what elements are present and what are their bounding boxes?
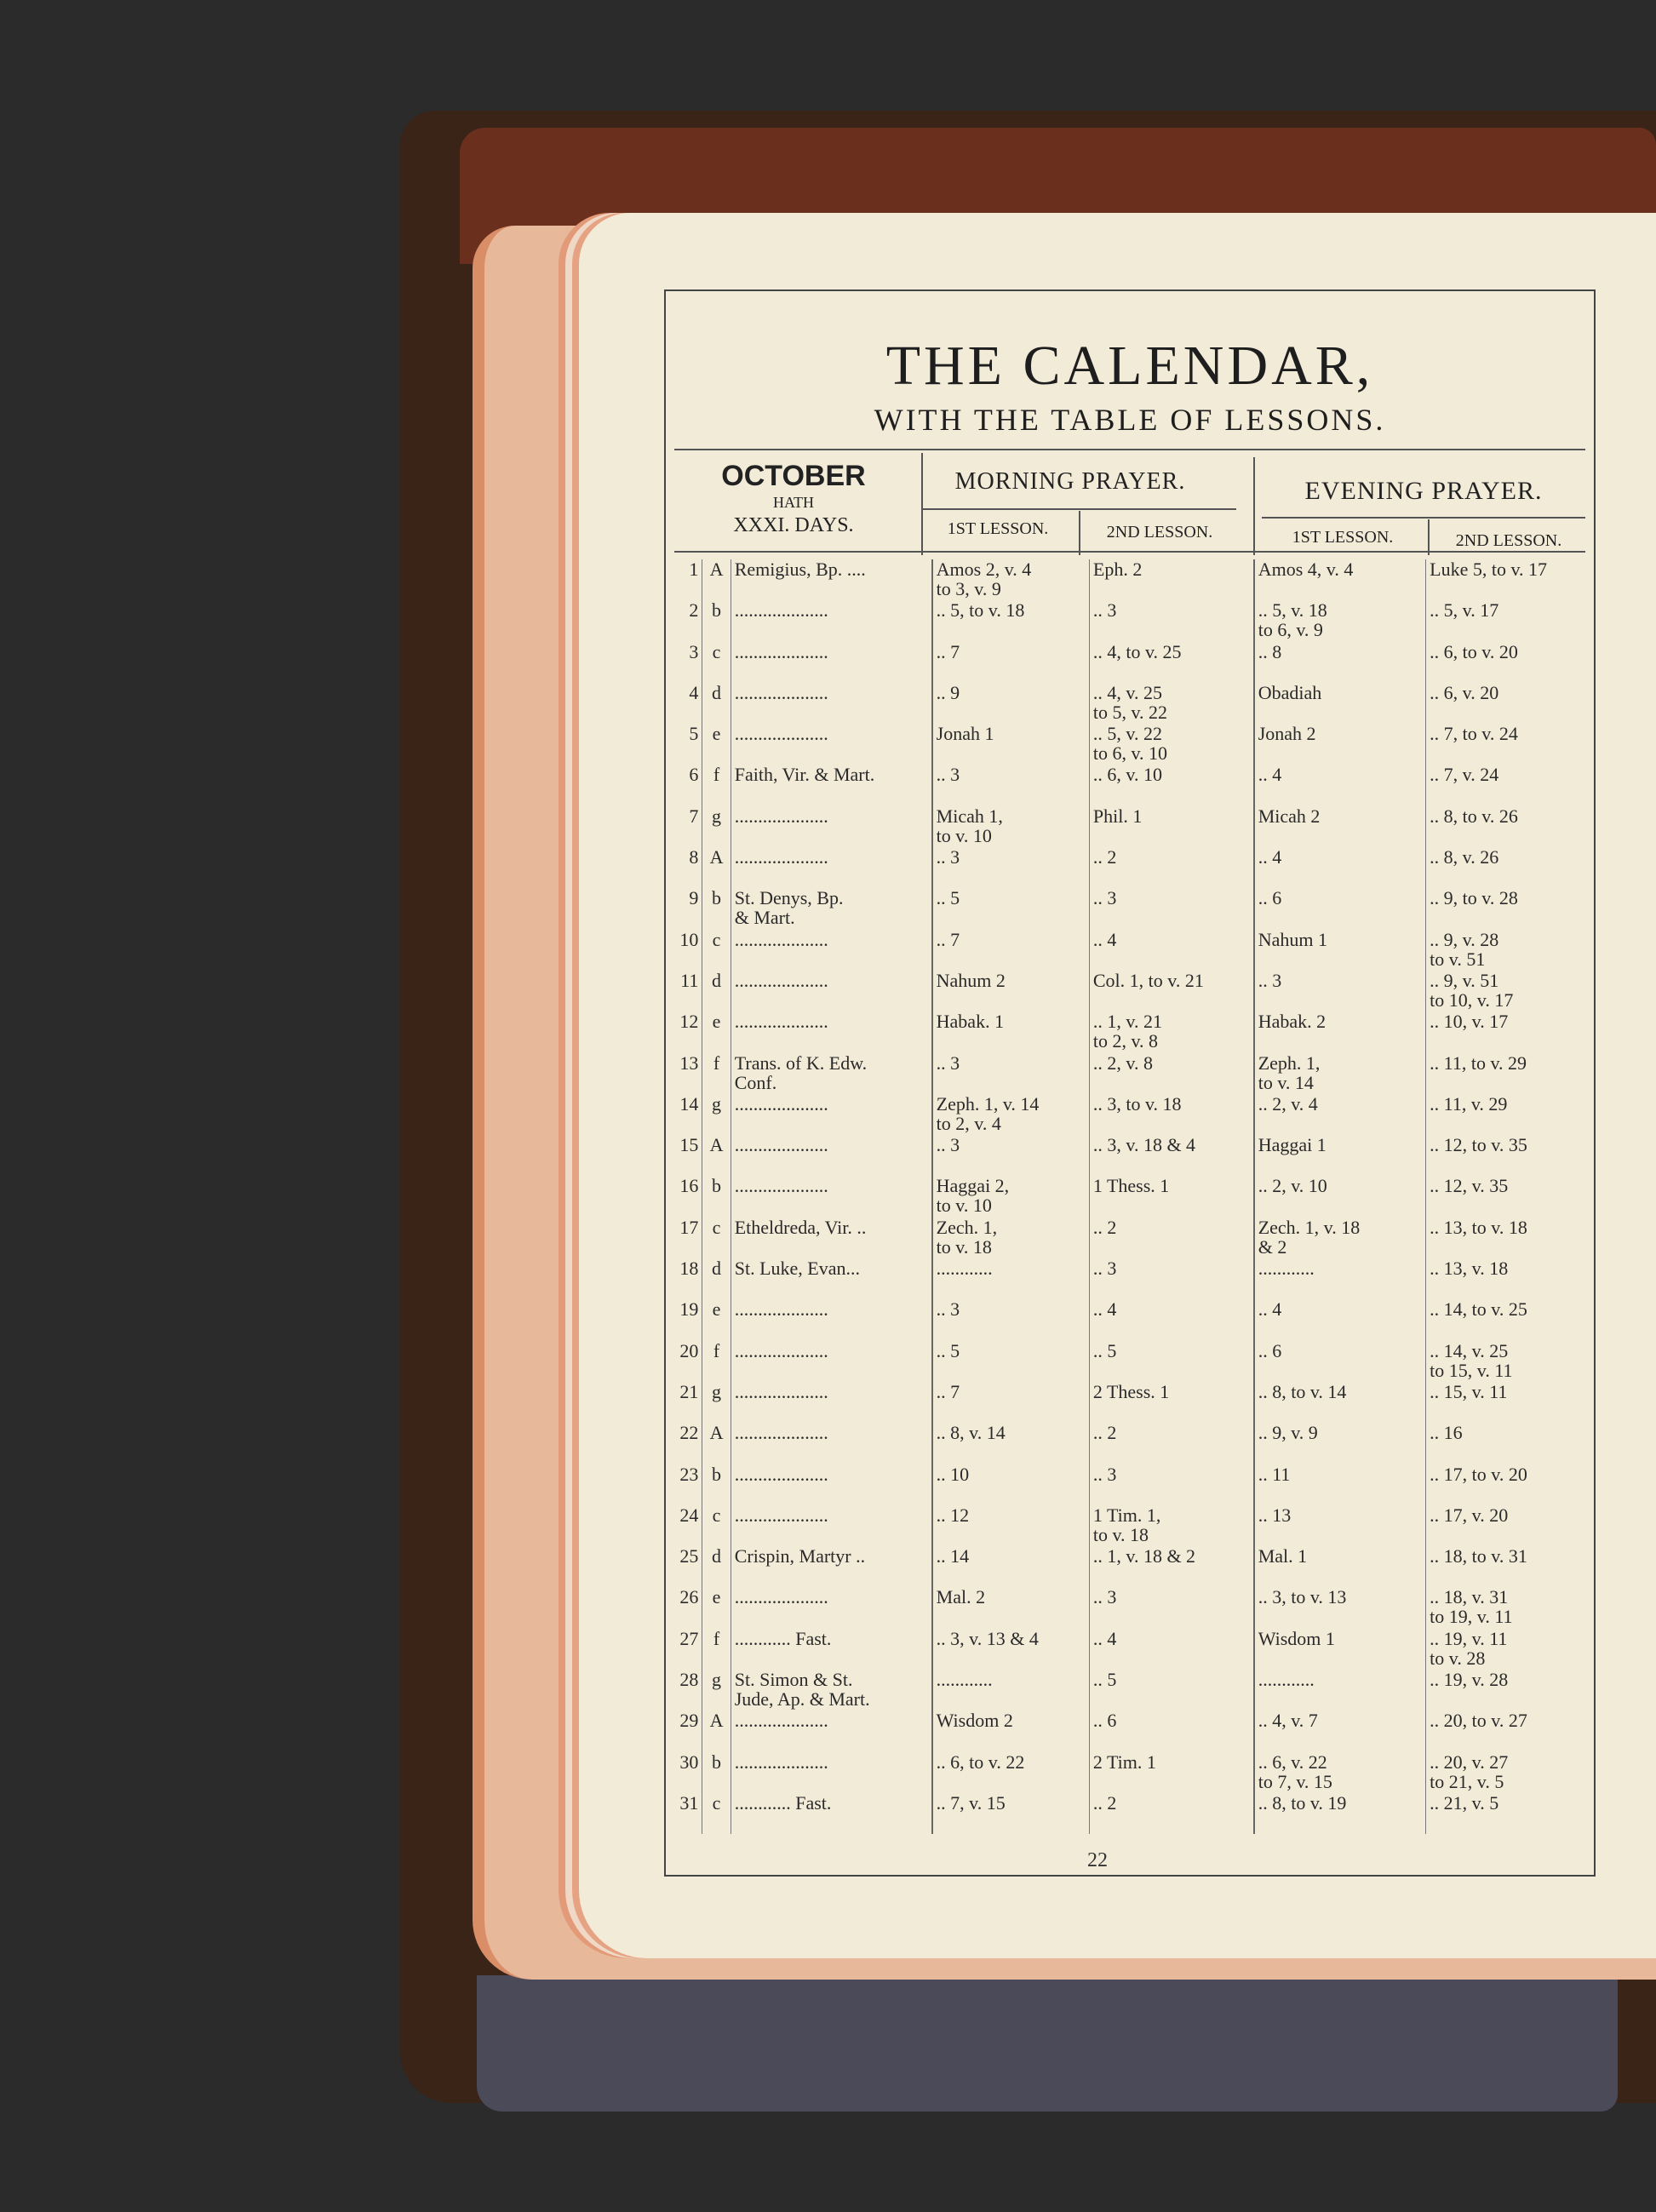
cell-e1: Zeph. 1, to v. 14 — [1254, 1053, 1426, 1094]
cell-e1: .. 3 — [1254, 971, 1426, 1011]
cell-day: 31 — [674, 1793, 702, 1834]
cell-day: 25 — [674, 1546, 702, 1587]
cell-festival: .................... — [731, 600, 931, 641]
table-row — [674, 724, 1590, 765]
cell-e1: Zech. 1, v. 18 & 2 — [1254, 1218, 1426, 1258]
cell-letter: b — [702, 600, 731, 641]
cell-m2: .. 3 — [1089, 1587, 1253, 1628]
cell-day: 21 — [674, 1382, 702, 1423]
table-row — [674, 1053, 1590, 1094]
table-row — [674, 1711, 1590, 1751]
table-row — [674, 1423, 1590, 1464]
cell-e2: Luke 5, to v. 17 — [1430, 559, 1548, 580]
cell-festival: .................... — [731, 1094, 931, 1135]
cell-m2: Phil. 1 — [1089, 806, 1253, 847]
cell-e2: .. 7, to v. 24 — [1430, 724, 1518, 745]
cell-day: 16 — [674, 1176, 702, 1217]
cell-m1: Nahum 2 — [932, 971, 1090, 1011]
cell-m2: .. 5, v. 22 to 6, v. 10 — [1089, 724, 1253, 765]
cell-letter: d — [702, 683, 731, 724]
table-row — [674, 1670, 1590, 1711]
cell-m1: Amos 2, v. 4 to 3, v. 9 — [932, 559, 1090, 600]
cell-letter: f — [702, 765, 731, 805]
cell-festival: .................... — [731, 971, 931, 1011]
cell-m1: .. 3 — [932, 1053, 1090, 1094]
cell-m1: .. 8, v. 14 — [932, 1423, 1090, 1464]
cell-m2: .. 3 — [1089, 1464, 1253, 1505]
table-row — [674, 930, 1590, 971]
cell-e2: .. 11, to v. 29 — [1430, 1052, 1527, 1074]
cell-letter: f — [702, 1341, 731, 1382]
cell-e2: .. 8, v. 26 — [1430, 847, 1499, 868]
cell-festival: .................... — [731, 1382, 931, 1423]
cell-day: 18 — [674, 1258, 702, 1299]
cell-e1: .. 13 — [1254, 1505, 1426, 1546]
cell-e2: .. 11, v. 29 — [1430, 1093, 1508, 1115]
cell-e2: .. 9, v. 51 to 10, v. 17 — [1430, 970, 1514, 1011]
cell-letter: c — [702, 642, 731, 683]
cell-m2: .. 2, v. 8 — [1089, 1053, 1253, 1094]
cell-day: 29 — [674, 1711, 702, 1751]
cell-day: 2 — [674, 600, 702, 641]
cell-day: 20 — [674, 1341, 702, 1382]
cell-e2: .. 18, to v. 31 — [1430, 1546, 1527, 1567]
cell-festival: .................... — [731, 806, 931, 847]
cell-m1: ............ — [932, 1670, 1090, 1711]
cell-m1: .. 9 — [932, 683, 1090, 724]
cell-festival: .................... — [731, 1011, 931, 1052]
cell-e1: Nahum 1 — [1254, 930, 1426, 971]
cell-day: 8 — [674, 847, 702, 888]
cell-festival: .................... — [731, 642, 931, 683]
cell-letter: e — [702, 1011, 731, 1052]
cell-letter: A — [702, 1423, 731, 1464]
cell-e2: .. 18, v. 31 to 19, v. 11 — [1430, 1587, 1513, 1628]
cell-m1: .. 14 — [932, 1546, 1090, 1587]
cell-e2: .. 9, v. 28 to v. 51 — [1430, 929, 1499, 970]
cell-festival: .................... — [731, 683, 931, 724]
cell-festival: .................... — [731, 724, 931, 765]
cell-m1: .. 5 — [932, 888, 1090, 929]
table-row — [674, 1629, 1590, 1670]
cell-day: 22 — [674, 1423, 702, 1464]
cell-festival: .................... — [731, 1711, 931, 1751]
cell-m1: Haggai 2, to v. 10 — [932, 1176, 1090, 1217]
page-subtitle: WITH THE TABLE OF LESSONS. — [874, 403, 1386, 437]
cell-m1: .. 7 — [932, 642, 1090, 683]
month-hath: HATH — [773, 494, 814, 511]
header-top-rule — [674, 449, 1585, 450]
cell-m2: 1 Tim. 1, to v. 18 — [1089, 1505, 1253, 1546]
evening-prayer-header: EVENING PRAYER. — [1304, 477, 1543, 505]
cell-m1: Zeph. 1, v. 14 to 2, v. 4 — [932, 1094, 1090, 1135]
cell-m1: Micah 1, to v. 10 — [932, 806, 1090, 847]
cell-e1: Obadiah — [1254, 683, 1426, 724]
cell-day: 27 — [674, 1629, 702, 1670]
cell-m2: .. 4, v. 25 to 5, v. 22 — [1089, 683, 1253, 724]
cell-day: 10 — [674, 930, 702, 971]
cell-e1: ............ — [1254, 1670, 1426, 1711]
cell-m1: .. 7 — [932, 1382, 1090, 1423]
cell-m2: .. 4 — [1089, 1629, 1253, 1670]
cell-m2: .. 1, v. 21 to 2, v. 8 — [1089, 1011, 1253, 1052]
cell-e2: .. 20, to v. 27 — [1430, 1711, 1527, 1732]
cell-letter: f — [702, 1629, 731, 1670]
cell-letter: c — [702, 1793, 731, 1834]
header-divider-morning-lessons — [1079, 511, 1080, 555]
cell-e2: .. 19, v. 28 — [1430, 1670, 1509, 1691]
cell-letter: d — [702, 1546, 731, 1587]
cell-e1: .. 3, to v. 13 — [1254, 1587, 1426, 1628]
cell-m2: .. 5 — [1089, 1670, 1253, 1711]
cell-e2: .. 17, to v. 20 — [1430, 1464, 1527, 1485]
cell-day: 28 — [674, 1670, 702, 1711]
cell-e2: .. 16 — [1430, 1423, 1463, 1444]
cell-e2: .. 9, to v. 28 — [1430, 888, 1518, 909]
cell-letter: g — [702, 1382, 731, 1423]
cell-m1: .. 3 — [932, 1135, 1090, 1176]
cell-festival: Remigius, Bp. .... — [731, 559, 931, 600]
cell-m2: .. 3, to v. 18 — [1089, 1094, 1253, 1135]
cell-e2: .. 10, v. 17 — [1430, 1011, 1509, 1033]
cell-e2: .. 6, to v. 20 — [1430, 641, 1518, 662]
cell-m1: Mal. 2 — [932, 1587, 1090, 1628]
cell-festival: St. Simon & St. Jude, Ap. & Mart. — [731, 1670, 931, 1711]
cell-m2: 1 Thess. 1 — [1089, 1176, 1253, 1217]
cell-e1: ............ — [1254, 1258, 1426, 1299]
table-row — [674, 1464, 1590, 1505]
page-title: THE CALENDAR, — [885, 335, 1374, 397]
cell-festival: .................... — [731, 1587, 931, 1628]
cell-m1: .. 5 — [932, 1341, 1090, 1382]
evening-first-lesson-header: 1ST LESSON. — [1292, 528, 1394, 547]
cell-day: 19 — [674, 1299, 702, 1340]
cell-e1: Haggai 1 — [1254, 1135, 1426, 1176]
cell-letter: b — [702, 1752, 731, 1793]
cell-m1: Habak. 1 — [932, 1011, 1090, 1052]
table-row — [674, 1011, 1590, 1052]
header-divider-evening-lessons — [1428, 519, 1430, 555]
cell-festival: Etheldreda, Vir. .. — [731, 1218, 931, 1258]
cell-day: 13 — [674, 1053, 702, 1094]
cell-e2: .. 12, v. 35 — [1430, 1176, 1509, 1197]
table-row — [674, 1135, 1590, 1176]
cell-m2: .. 6, v. 10 — [1089, 765, 1253, 805]
cell-day: 15 — [674, 1135, 702, 1176]
cell-m2: .. 3 — [1089, 600, 1253, 641]
cell-festival: .................... — [731, 1135, 931, 1176]
cell-m1: Jonah 1 — [932, 724, 1090, 765]
cell-day: 17 — [674, 1218, 702, 1258]
cell-m1: .. 12 — [932, 1505, 1090, 1546]
cell-m2: Eph. 2 — [1089, 559, 1253, 600]
cell-e2: .. 17, v. 20 — [1430, 1504, 1509, 1526]
cell-letter: b — [702, 888, 731, 929]
cell-m1: .. 6, to v. 22 — [932, 1752, 1090, 1793]
cell-festival: .................... — [731, 1176, 931, 1217]
cell-e2: .. 13, to v. 18 — [1430, 1217, 1527, 1238]
table-row — [674, 1382, 1590, 1423]
cell-e1: .. 2, v. 4 — [1254, 1094, 1426, 1135]
cell-m1: .. 7 — [932, 930, 1090, 971]
cell-letter: A — [702, 847, 731, 888]
cell-day: 11 — [674, 971, 702, 1011]
table-row — [674, 559, 1590, 600]
cell-festival: .................... — [731, 1299, 931, 1340]
cell-festival: .................... — [731, 847, 931, 888]
evening-header-rule — [1262, 517, 1585, 519]
cell-m1: .. 10 — [932, 1464, 1090, 1505]
table-row — [674, 765, 1590, 805]
cell-festival: Trans. of K. Edw. Conf. — [731, 1053, 931, 1094]
table-row — [674, 1546, 1590, 1587]
morning-first-lesson-header: 1ST LESSON. — [947, 519, 1049, 538]
cell-m1: .. 5, to v. 18 — [932, 600, 1090, 641]
month-name: OCTOBER — [721, 460, 866, 492]
book-cover-bottom-edge — [477, 1975, 1618, 2112]
cell-day: 14 — [674, 1094, 702, 1135]
table-row — [674, 1176, 1590, 1217]
cell-m1: .. 3, v. 13 & 4 — [932, 1629, 1090, 1670]
cell-letter: g — [702, 1670, 731, 1711]
cell-letter: b — [702, 1464, 731, 1505]
cell-m1: .. 3 — [932, 765, 1090, 805]
cell-m2: .. 4 — [1089, 930, 1253, 971]
table-row — [674, 683, 1590, 724]
cell-e1: .. 6 — [1254, 888, 1426, 929]
cell-e2: .. 12, to v. 35 — [1430, 1135, 1527, 1156]
cell-day: 26 — [674, 1587, 702, 1628]
cell-day: 12 — [674, 1011, 702, 1052]
cell-m2: .. 3, v. 18 & 4 — [1089, 1135, 1253, 1176]
cell-e2: .. 20, v. 27 to 21, v. 5 — [1430, 1751, 1509, 1792]
cell-e1: .. 4 — [1254, 1299, 1426, 1340]
cell-e1: .. 8, to v. 14 — [1254, 1382, 1426, 1423]
cell-letter: e — [702, 1299, 731, 1340]
table-row — [674, 1793, 1590, 1834]
table-row — [674, 888, 1590, 929]
cell-e1: .. 11 — [1254, 1464, 1426, 1505]
cell-day: 9 — [674, 888, 702, 929]
header-divider-morning-evening — [1253, 457, 1255, 555]
cell-letter: e — [702, 724, 731, 765]
cell-e2: .. 13, v. 18 — [1430, 1258, 1509, 1280]
evening-second-lesson-header: 2ND LESSON. — [1455, 531, 1562, 550]
cell-day: 4 — [674, 683, 702, 724]
lessons-table — [674, 559, 1590, 1834]
cell-letter: A — [702, 1711, 731, 1751]
cell-e2: .. 19, v. 11 to v. 28 — [1430, 1628, 1508, 1669]
cell-m2: .. 2 — [1089, 1793, 1253, 1834]
table-row — [674, 1218, 1590, 1258]
cell-m2: .. 6 — [1089, 1711, 1253, 1751]
cell-festival: ............ Fast. — [731, 1629, 931, 1670]
cell-e1: Mal. 1 — [1254, 1546, 1426, 1587]
cell-letter: g — [702, 806, 731, 847]
cell-e1: .. 4 — [1254, 765, 1426, 805]
cell-letter: f — [702, 1053, 731, 1094]
cell-m2: .. 2 — [1089, 1423, 1253, 1464]
cell-festival: St. Luke, Evan... — [731, 1258, 931, 1299]
cell-e1: .. 8 — [1254, 642, 1426, 683]
cell-e1: Amos 4, v. 4 — [1254, 559, 1426, 600]
cell-e1: Habak. 2 — [1254, 1011, 1426, 1052]
cell-festival: .................... — [731, 930, 931, 971]
cell-day: 6 — [674, 765, 702, 805]
cell-m2: .. 5 — [1089, 1341, 1253, 1382]
table-row — [674, 806, 1590, 847]
cell-m2: .. 3 — [1089, 888, 1253, 929]
cell-day: 24 — [674, 1505, 702, 1546]
cell-day: 5 — [674, 724, 702, 765]
header-bottom-rule — [674, 551, 1585, 553]
cell-e2: .. 6, v. 20 — [1430, 682, 1499, 703]
table-row — [674, 642, 1590, 683]
cell-festival: Crispin, Martyr .. — [731, 1546, 931, 1587]
cell-e1: .. 4 — [1254, 847, 1426, 888]
cell-day: 3 — [674, 642, 702, 683]
cell-e1: .. 2, v. 10 — [1254, 1176, 1426, 1217]
cell-festival: .................... — [731, 1505, 931, 1546]
cell-m2: .. 3 — [1089, 1258, 1253, 1299]
cell-e1: .. 4, v. 7 — [1254, 1711, 1426, 1751]
cell-m1: .. 7, v. 15 — [932, 1793, 1090, 1834]
cell-m1: ............ — [932, 1258, 1090, 1299]
cell-e1: .. 6, v. 22 to 7, v. 15 — [1254, 1752, 1426, 1793]
cell-e2: .. 21, v. 5 — [1430, 1792, 1499, 1814]
cell-festival: .................... — [731, 1341, 931, 1382]
table-row — [674, 1299, 1590, 1340]
cell-m2: Col. 1, to v. 21 — [1089, 971, 1253, 1011]
table-row — [674, 1258, 1590, 1299]
cell-e1: .. 6 — [1254, 1341, 1426, 1382]
table-row — [674, 847, 1590, 888]
cell-festival: ............ Fast. — [731, 1793, 931, 1834]
cell-e1: .. 8, to v. 19 — [1254, 1793, 1426, 1834]
cell-m2: .. 1, v. 18 & 2 — [1089, 1546, 1253, 1587]
cell-day: 23 — [674, 1464, 702, 1505]
cell-letter: d — [702, 971, 731, 1011]
cell-letter: b — [702, 1176, 731, 1217]
cell-festival: .................... — [731, 1464, 931, 1505]
cell-e2: .. 5, v. 17 — [1430, 600, 1499, 622]
table-row — [674, 1752, 1590, 1793]
morning-second-lesson-header: 2ND LESSON. — [1106, 523, 1213, 542]
cell-m2: .. 2 — [1089, 847, 1253, 888]
cell-e1: Micah 2 — [1254, 806, 1426, 847]
morning-header-rule — [921, 508, 1236, 510]
cell-e2: .. 14, to v. 25 — [1430, 1299, 1527, 1321]
cell-e2: .. 15, v. 11 — [1430, 1381, 1508, 1402]
cell-letter: c — [702, 930, 731, 971]
cell-day: 7 — [674, 806, 702, 847]
cell-m1: .. 3 — [932, 1299, 1090, 1340]
cell-e1: .. 5, v. 18 to 6, v. 9 — [1254, 600, 1426, 641]
cell-e2: .. 7, v. 24 — [1430, 765, 1499, 786]
cell-m2: .. 4 — [1089, 1299, 1253, 1340]
table-row — [674, 600, 1590, 641]
table-row — [674, 971, 1590, 1011]
cell-festival: .................... — [731, 1752, 931, 1793]
cell-m2: .. 4, to v. 25 — [1089, 642, 1253, 683]
table-row — [674, 1587, 1590, 1628]
cell-letter: c — [702, 1218, 731, 1258]
cell-day: 1 — [674, 559, 702, 600]
cell-e1: Wisdom 1 — [1254, 1629, 1426, 1670]
cell-e2: .. 14, v. 25 to 15, v. 11 — [1430, 1340, 1513, 1381]
header-divider-festivals — [921, 453, 923, 555]
calendar-frame — [664, 289, 1596, 1877]
cell-e1: .. 9, v. 9 — [1254, 1423, 1426, 1464]
cell-letter: e — [702, 1587, 731, 1628]
table-row — [674, 1094, 1590, 1135]
cell-festival: .................... — [731, 1423, 931, 1464]
cell-m2: 2 Tim. 1 — [1089, 1752, 1253, 1793]
cell-m1: Zech. 1, to v. 18 — [932, 1218, 1090, 1258]
cell-day: 30 — [674, 1752, 702, 1793]
cell-letter: d — [702, 1258, 731, 1299]
cell-m2: 2 Thess. 1 — [1089, 1382, 1253, 1423]
cell-festival: St. Denys, Bp. & Mart. — [731, 888, 931, 929]
page-number: 22 — [1087, 1849, 1108, 1871]
cell-e1: Jonah 2 — [1254, 724, 1426, 765]
cell-letter: A — [702, 1135, 731, 1176]
month-days: XXXI. DAYS. — [733, 514, 854, 536]
cell-m1: .. 3 — [932, 847, 1090, 888]
table-row — [674, 1505, 1590, 1546]
cell-e2: .. 8, to v. 26 — [1430, 805, 1518, 827]
table-row — [674, 1341, 1590, 1382]
cell-m1: Wisdom 2 — [932, 1711, 1090, 1751]
cell-festival: Faith, Vir. & Mart. — [731, 765, 931, 805]
cell-letter: c — [702, 1505, 731, 1546]
cell-letter: g — [702, 1094, 731, 1135]
cell-m2: .. 2 — [1089, 1218, 1253, 1258]
morning-prayer-header: MORNING PRAYER. — [954, 468, 1186, 495]
cell-letter: A — [702, 559, 731, 600]
